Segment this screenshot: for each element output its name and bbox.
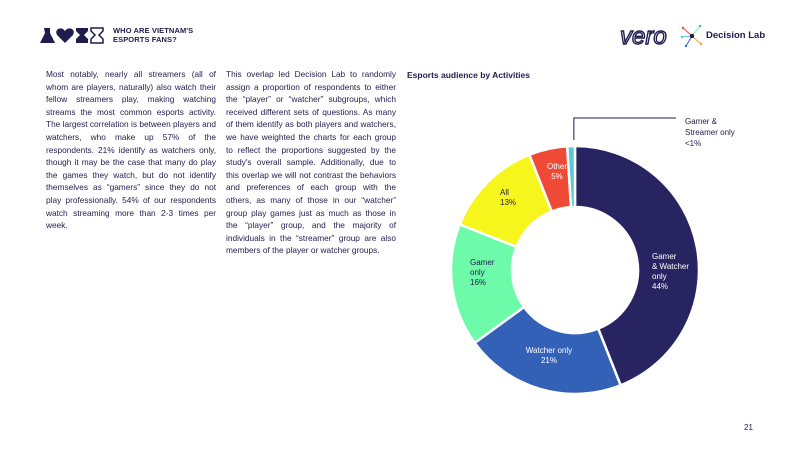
page-number: 21: [744, 423, 753, 432]
body-text-column-2: This overlap led Decision Lab to randomly assign a proportion of respondents to either the “player” or “watcher” subgroups, which received different sets of questions. As many of them identify as both players and watchers, we have weighted the charts for each group to reflect the proportions suggested by the study's overall sample. Additionally, due to this overlap we will not contrast the behaviors and preferences of each group with the others, as many of those in our “watcher” group play games just as much as those in the “player” group, and the majority of individuals in the “streamer” group are also members of the player or watcher groups.: [226, 69, 396, 256]
header-title-line2: ESPORTS FANS?: [113, 35, 177, 44]
svg-text:vero: vero: [620, 24, 667, 48]
slice-label: Other 5%: [546, 162, 568, 181]
slice-label: Watcher only 21%: [525, 346, 573, 365]
slice-label: Gamer & Streamer only <1%: [685, 117, 735, 148]
slice-label: All 13%: [500, 188, 517, 207]
header-title-line1: WHO ARE VIETNAM'S: [113, 26, 194, 35]
decision-lab-logo-text: Decision Lab: [706, 30, 766, 41]
slice-label: Gamer only 16%: [470, 258, 495, 287]
body-text-column-1: Most notably, nearly all streamers (all of whom are players, naturally) also watch their fellow streamers play, making watching streams the most common esports activity. The largest correlation is between players and watchers, who make up 57% of the respondents. 21% identify as watchers only, though it may be the case that many do play the games they watch, but do not identify themselves as “gamers” since they do not play professionally. 54% of our respondents watch streaming more than 2-3 times per week.: [46, 69, 216, 231]
chart-title: Esports audience by Activities: [407, 70, 530, 80]
leader-line: [574, 118, 676, 140]
slice-label: Gamer & Watcher only 44%: [652, 252, 690, 291]
